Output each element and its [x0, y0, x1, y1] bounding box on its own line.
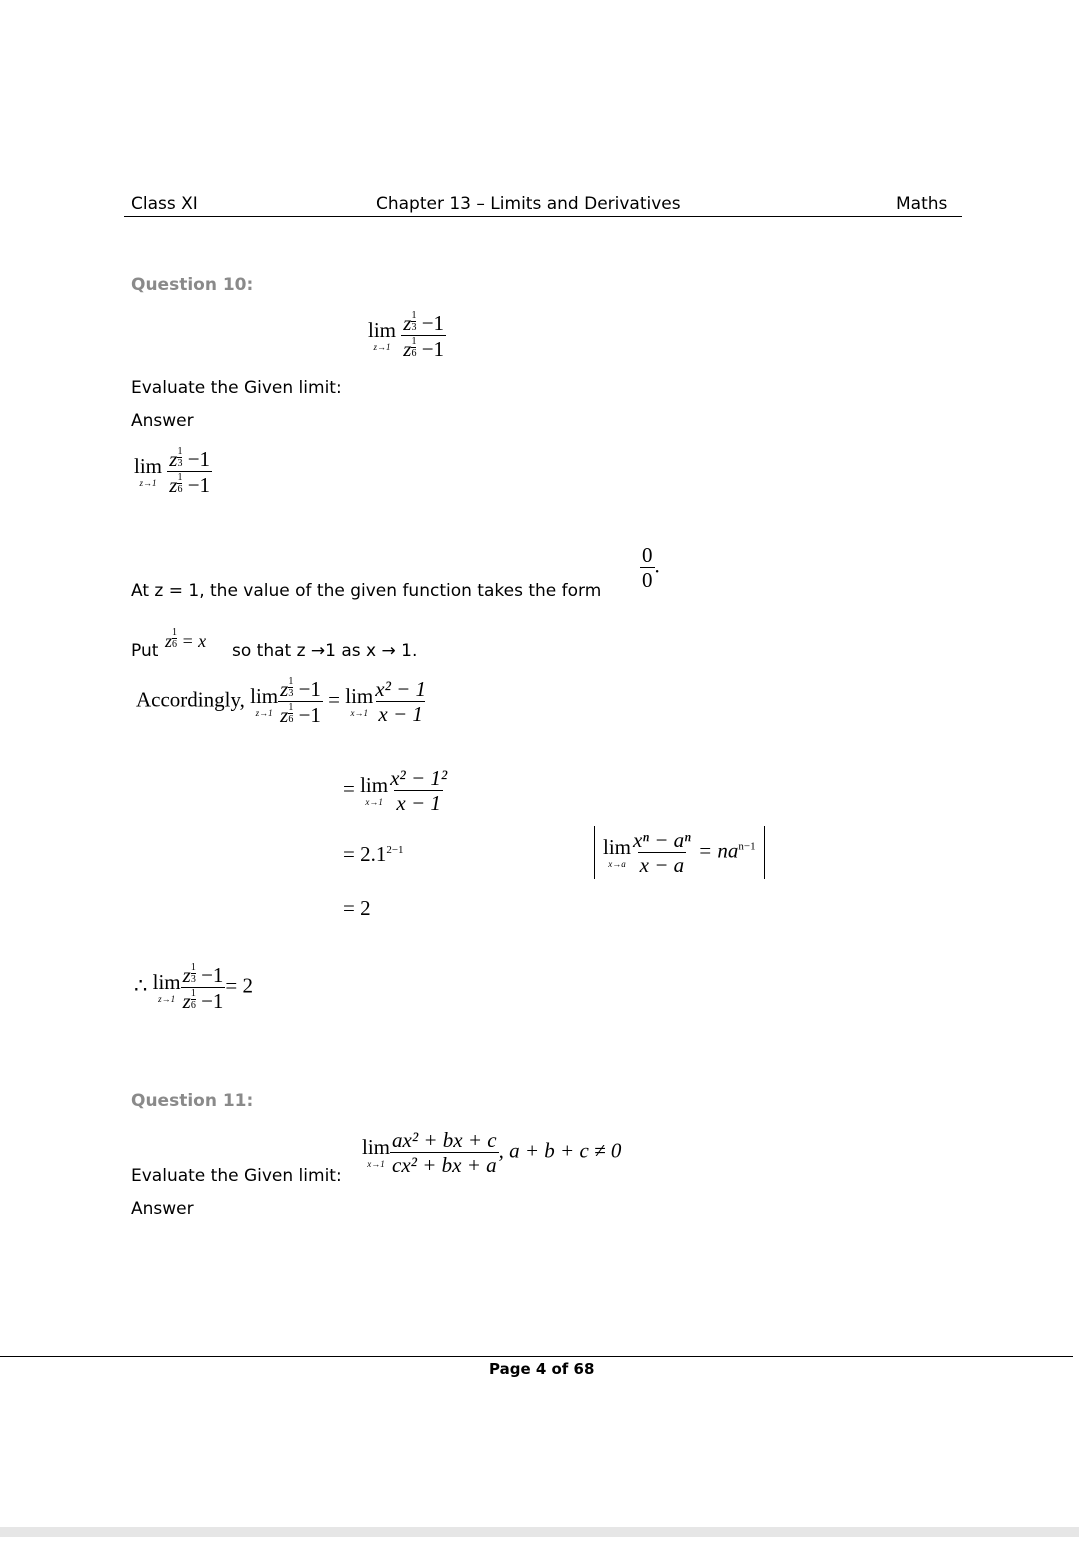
- q10-step2: = lim x→1 $\frac{\text{x² − 1²}}{x - 1}$: [343, 766, 448, 816]
- q11-answer-label: Answer: [131, 1199, 194, 1219]
- limit-formula: lim x→a $\frac{\text{xⁿ − aⁿ}}{x - a}$ = $na^{n-1}$: [594, 826, 765, 879]
- q11-prompt: Evaluate the Given limit:: [131, 1166, 342, 1186]
- q10-prompt: Evaluate the Given limit:: [131, 378, 342, 398]
- q10-so-text: so that z →1 as x → 1.: [232, 641, 418, 661]
- q11-given-limit: lim x→1 $\frac{\text{ax² + bx + c}}{\text{cx² + bx + a}}$ , a + b + c ≠ 0: [362, 1128, 622, 1178]
- header-chapter: Chapter 13 – Limits and Derivatives: [376, 194, 681, 214]
- q10-form-text: At z = 1, the value of the given function takes the form: [131, 581, 602, 601]
- q10-step1: Accordingly, lim z→1 z $\frac{1}{3}$ −1 z $\frac{1}{6}$ −1 = lim x→1 $\frac{\text{x² − 1}}{x - 1}$: [136, 676, 427, 728]
- q10-answer-limit: lim z→1 z $\frac{1}{3}$ −1 z $\frac{1}{6}$ −1: [134, 446, 211, 498]
- zero-over-zero: $\frac{0}{0}$ .: [642, 543, 660, 593]
- q10-conclusion: ∴ lim z→1 z $\frac{1}{3}$ −1 z $\frac{1}{6}$ −1 = 2: [134, 962, 254, 1014]
- page-number: Page 4 of 68: [489, 1360, 595, 1378]
- question-11-heading: Question 11:: [131, 1091, 254, 1111]
- header-subject: Maths: [896, 194, 948, 214]
- header-rule: [124, 216, 962, 217]
- horizontal-scrollbar[interactable]: [0, 1527, 1079, 1537]
- header-class: Class XI: [131, 194, 198, 214]
- question-10-heading: Question 10:: [131, 275, 254, 295]
- q10-answer-label: Answer: [131, 411, 194, 431]
- q10-put-label: Put: [131, 641, 159, 661]
- q10-step4: = 2: [343, 896, 371, 920]
- q10-step3: = $2.1^{2-1}$: [343, 842, 404, 866]
- q10-substitution: z $\frac{1}{6}$ = x: [165, 627, 207, 651]
- q10-given-limit: lim z→1 z $\frac{1}{3}$ −1 z $\frac{1}{6}$ −1: [368, 310, 445, 362]
- footer-rule: [0, 1356, 1073, 1357]
